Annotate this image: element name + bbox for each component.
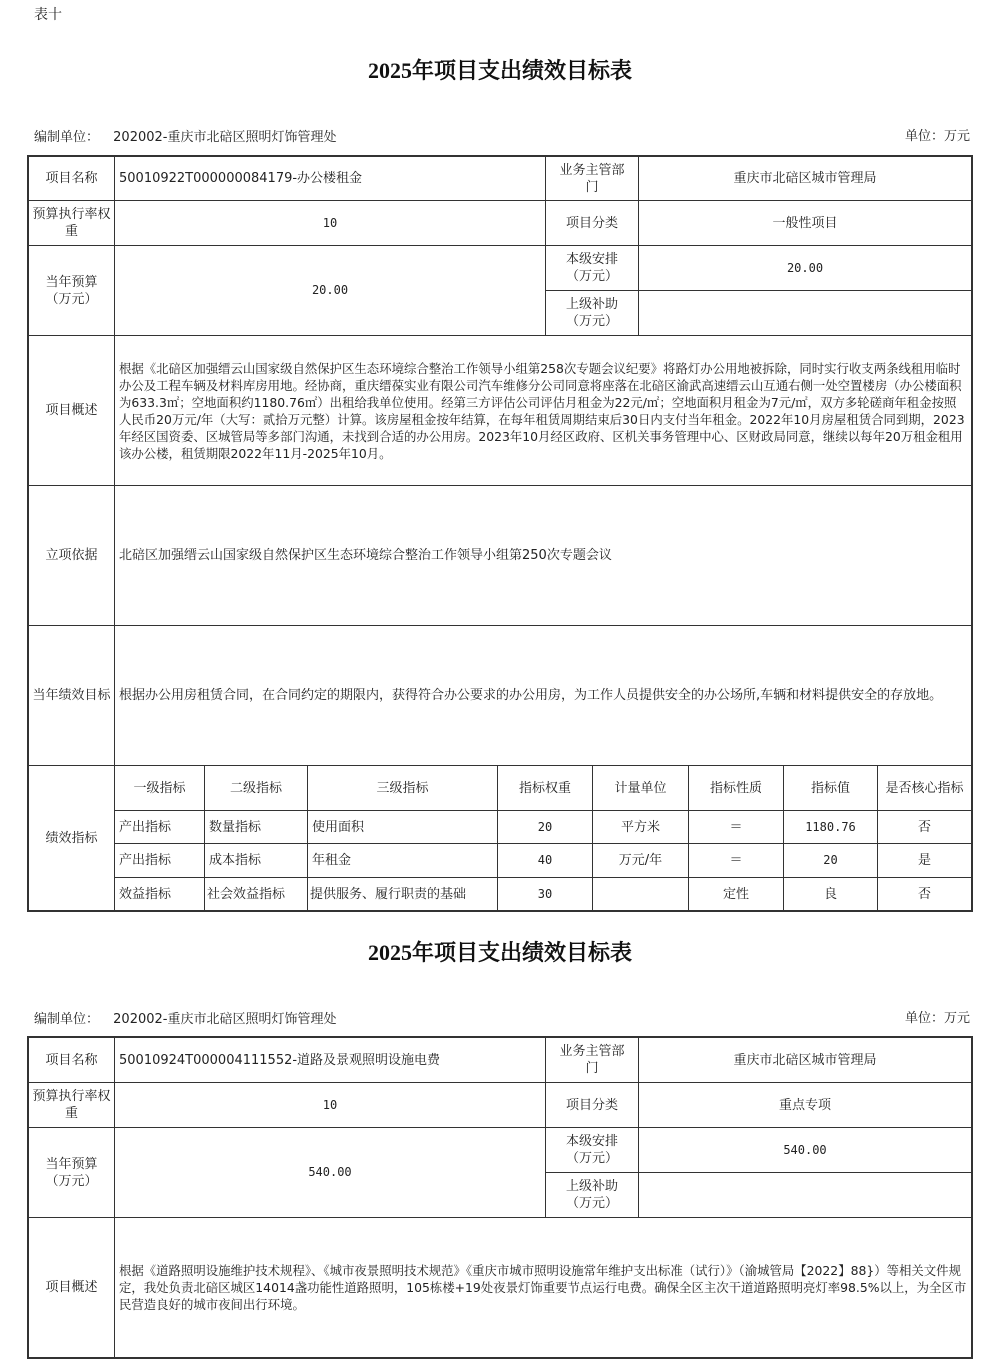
category-label: 项目分类 xyxy=(545,200,639,246)
project-name-label: 项目名称 xyxy=(28,156,115,201)
indicator-cell: 20 xyxy=(783,843,878,878)
page-title: 2025年项目支出绩效目标表 xyxy=(367,58,632,83)
indicator-cell: 20 xyxy=(497,810,593,844)
overview-label: 项目概述 xyxy=(28,335,115,486)
indicator-cell: 万元/年 xyxy=(592,843,689,878)
indicator-header: 指标值 xyxy=(783,765,878,811)
category-value: 一般性项目 xyxy=(638,200,972,246)
indicator-header: 三级指标 xyxy=(307,765,498,811)
org-label: 编制单位： xyxy=(34,130,100,145)
budget-label: 当年预算（万元） xyxy=(28,1127,115,1218)
budget-value: 20.00 xyxy=(114,245,546,336)
indicator-header: 计量单位 xyxy=(592,765,689,811)
category-value: 重点专项 xyxy=(638,1082,972,1128)
indicator-cell: 1180.76 xyxy=(783,810,878,844)
indicator-cell: 平方米 xyxy=(592,810,689,844)
page-title: 2025年项目支出绩效目标表 xyxy=(367,940,632,965)
upper-subsidy-value xyxy=(638,1172,972,1218)
upper-subsidy-label: 上级补助（万元） xyxy=(545,290,639,336)
goal-label: 当年绩效目标 xyxy=(28,625,115,766)
local-budget-value: 540.00 xyxy=(638,1127,972,1173)
indicator-cell: ＝ xyxy=(688,810,784,844)
local-budget-label: 本级安排（万元） xyxy=(545,245,639,291)
project-name-value: 50010922T000000084179-办公楼租金 xyxy=(114,156,546,201)
indicator-cell: 是 xyxy=(877,843,972,878)
indicator-cell: 产出指标 xyxy=(114,843,205,878)
indicator-cell: 定性 xyxy=(688,877,784,911)
weight-value: 10 xyxy=(114,200,546,246)
dept-value: 重庆市北碚区城市管理局 xyxy=(638,156,972,201)
basis-text: 北碚区加强缙云山国家级自然保护区生态环境综合整治工作领导小组第250次专题会议 xyxy=(114,485,972,626)
table-number-label: 表十 xyxy=(34,7,62,23)
basis-label: 立项依据 xyxy=(28,485,115,626)
indicator-header: 指标权重 xyxy=(497,765,593,811)
project-name-label: 项目名称 xyxy=(28,1037,115,1083)
indicator-header: 是否核心指标 xyxy=(877,765,972,811)
indicator-cell: 使用面积 xyxy=(307,810,498,844)
indicator-cell: 提供服务、履行职责的基础 xyxy=(307,877,498,911)
indicator-header: 二级指标 xyxy=(204,765,308,811)
org-value: 202002-重庆市北碚区照明灯饰管理处 xyxy=(113,130,337,145)
indicator-cell: 否 xyxy=(877,810,972,844)
indicator-cell: ＝ xyxy=(688,843,784,878)
indicator-cell: 40 xyxy=(497,843,593,878)
indicator-cell: 产出指标 xyxy=(114,810,205,844)
dept-label: 业务主管部门 xyxy=(545,156,639,201)
unit-label: 单位：万元 xyxy=(904,1011,970,1026)
indicator-header: 一级指标 xyxy=(114,765,205,811)
upper-subsidy-label: 上级补助（万元） xyxy=(545,1172,639,1218)
indicator-cell: 年租金 xyxy=(307,843,498,878)
dept-value: 重庆市北碚区城市管理局 xyxy=(638,1037,972,1083)
project-name-value: 50010924T000004111552-道路及景观照明设施电费 xyxy=(114,1037,546,1083)
indicator-cell: 否 xyxy=(877,877,972,911)
overview-text: 根据《道路照明设施维护技术规程》、《城市夜景照明技术规范》《重庆市城市照明设施常年维护支出标准（试行）》（渝城管局【2022】88}）等相关文件规定，我处负责北碚区城区14014盏功能性道路照明，105栋楼+19处夜景灯饰重要节点运行电费。确保全区主次干道道路照明亮灯率98.5%以上，为全区市民营造良好的城市夜间出行环境。 xyxy=(114,1217,972,1358)
unit-label: 单位：万元 xyxy=(904,129,970,144)
local-budget-value: 20.00 xyxy=(638,245,972,291)
goal-text: 根据办公用房租赁合同，在合同约定的期限内，获得符合办公要求的办公用房，为工作人员提供安全的办公场所,车辆和材料提供安全的存放地。 xyxy=(114,625,972,766)
indicator-cell xyxy=(592,877,689,911)
indicator-cell: 社会效益指标 xyxy=(204,877,308,911)
indicator-cell: 效益指标 xyxy=(114,877,205,911)
overview-label: 项目概述 xyxy=(28,1217,115,1358)
indicator-header: 指标性质 xyxy=(688,765,784,811)
weight-value: 10 xyxy=(114,1082,546,1128)
org-label: 编制单位： xyxy=(34,1012,100,1027)
local-budget-label: 本级安排（万元） xyxy=(545,1127,639,1173)
dept-label: 业务主管部门 xyxy=(545,1037,639,1083)
indicators-label: 绩效指标 xyxy=(28,765,115,911)
org-line xyxy=(34,126,336,145)
weight-label: 预算执行率权重 xyxy=(28,1082,115,1128)
category-label: 项目分类 xyxy=(545,1082,639,1128)
upper-subsidy-value xyxy=(638,290,972,336)
indicator-cell: 成本指标 xyxy=(204,843,308,878)
overview-text: 根据《北碚区加强缙云山国家级自然保护区生态环境综合整治工作领导小组第258次专题会议纪要》将路灯办公用地被拆除，同时实行收支两条线租用临时办公及工程车辆及材料库房用地。经协商，重庆缙葆实业有限公司汽车维修分公司同意将座落在北碚区渝武高速缙云山互通右侧一处空置楼房（办公楼面积为633.3㎡；空地面积约1180.76㎡）出租给我单位使用。经第三方评估公司评估月租金为22元/㎡；空地面积月租金为7元/㎡，双方多轮磋商年租金按照人民币20万元/年（大写：贰拾万元整）计算。该房屋租金按年结算，在每年租赁周期结束后30日内支付当年租金。2022年10月房屋租赁合同到期，2023年经区国资委、区城管局等多部门沟通，未找到合适的办公用房。2023年10月经区政府、区机关事务管理中心、区财政局同意，继续以每年20万租金租用该办公楼，租赁期限2022年11月-2025年10月。 xyxy=(114,335,972,486)
indicator-cell: 良 xyxy=(783,877,878,911)
budget-value: 540.00 xyxy=(114,1127,546,1218)
org-line xyxy=(34,1008,336,1027)
indicator-cell: 数量指标 xyxy=(204,810,308,844)
org-value: 202002-重庆市北碚区照明灯饰管理处 xyxy=(113,1012,337,1027)
indicator-cell: 30 xyxy=(497,877,593,911)
budget-label: 当年预算（万元） xyxy=(28,245,115,336)
weight-label: 预算执行率权重 xyxy=(28,200,115,246)
